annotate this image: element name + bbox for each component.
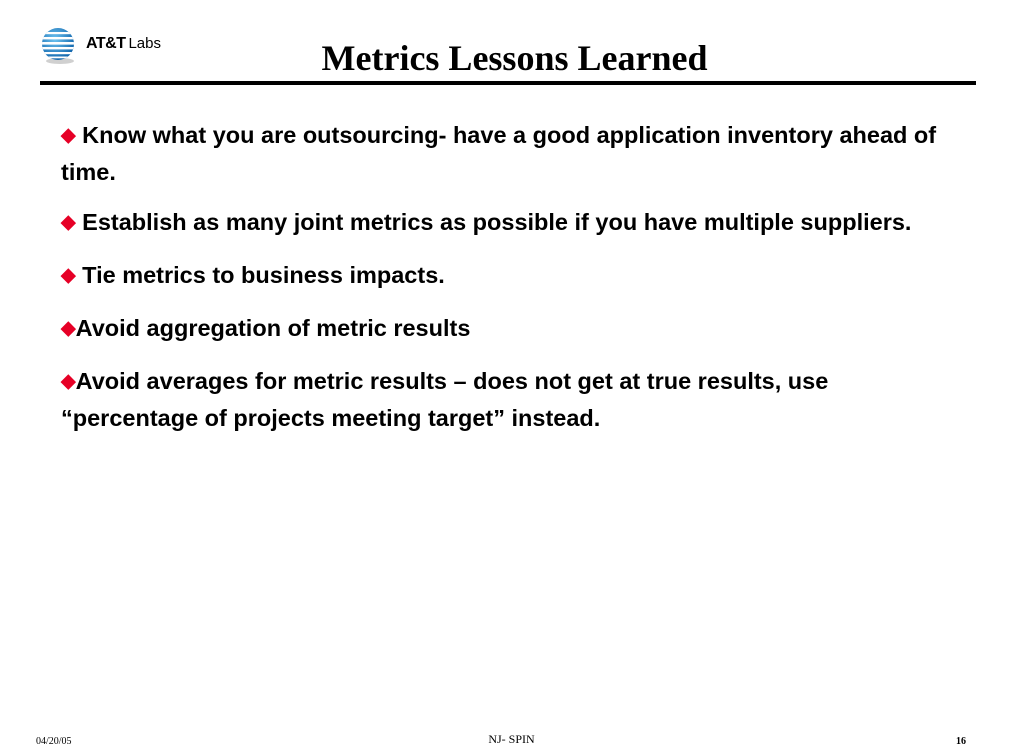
bullet-text: Avoid averages for metric results – does not get at true results, use “percentage of projects meeting target” instead. xyxy=(61,368,829,431)
bullet-item-5 xyxy=(61,364,961,435)
bullet-text: Tie metrics to business impacts. xyxy=(75,262,445,288)
bullet-list xyxy=(61,118,961,451)
red-diamond-bullet-icon: ◆ xyxy=(61,212,76,233)
footer-date: 04/20/05 xyxy=(36,736,72,747)
footer-presentation-name: NJ- SPIN xyxy=(488,732,535,746)
slide-title: Metrics Lessons Learned xyxy=(321,38,708,78)
title-divider xyxy=(40,81,976,85)
red-diamond-bullet-icon: ◆ xyxy=(61,265,76,286)
bullet-item-4 xyxy=(61,311,961,348)
red-diamond-bullet-icon: ◆ xyxy=(61,371,76,392)
logo-suffix: Labs xyxy=(128,35,161,52)
logo-brand: AT&T xyxy=(86,35,126,52)
bullet-item-1 xyxy=(61,118,961,189)
red-diamond-bullet-icon: ◆ xyxy=(61,318,76,339)
footer-page-number: 16 xyxy=(956,736,966,747)
bullet-text: Know what you are outsourcing- have a good application inventory ahead of time. xyxy=(61,122,937,185)
bullet-item-2 xyxy=(61,205,961,242)
bullet-text: Establish as many joint metrics as possible if you have multiple suppliers. xyxy=(75,209,912,235)
red-diamond-bullet-icon: ◆ xyxy=(61,125,76,146)
bullet-item-3 xyxy=(61,258,961,295)
bullet-text: Avoid aggregation of metric results xyxy=(75,315,471,341)
